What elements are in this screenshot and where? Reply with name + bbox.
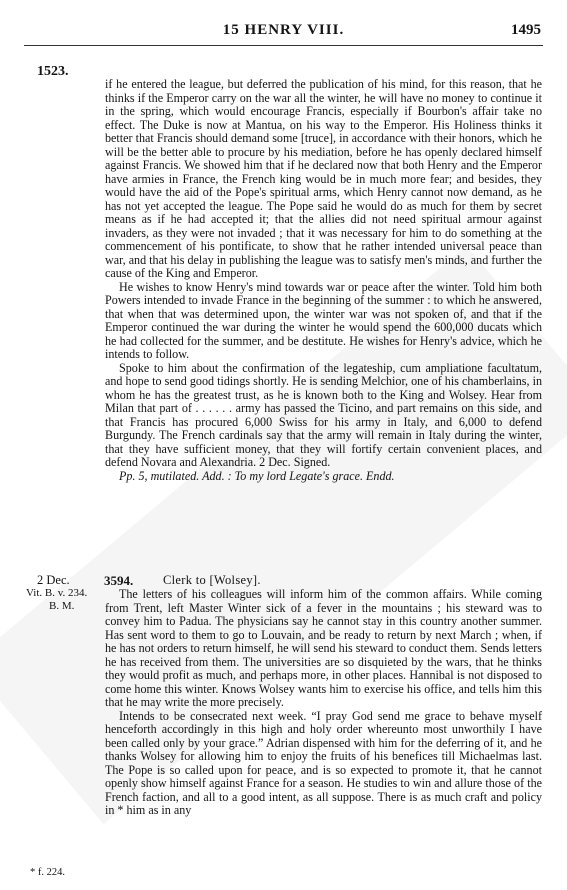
paragraph: if he entered the league, but deferred the publication of his mind, for this reason, that he thinks if the Emperor carry on the war all the winter, he will have no money to continue it in the spring, which would encourage Francis, especially if Bourbon's affair take no effect. The Duke is now at Mantua, on his way to the Emperor. His Holiness thinks it better that Francis should demand some [truce], in accordance with their honors, which he will be the better able to procure by his mediation, before he has openly declared himself against Francis. We showed him that if he declared now that both Henry and the Emperor have armies in France, the French king would be in much more fear; and besides, they would have the aid of the Pope's spiritual arms, which Henry cannot now demand, as he has not yet accepted the league. The Pope said he would do as much for them by secret means as if he had accepted it; that the allies did not need spiritual armour against invaders, as they were not invaded ; that it was necessary for him to do something at the commencement of his pontificate, to show that he rather intended universal peace than war, and that his delay in publishing the league was to satisfy men's minds, and further the cause of the King and Emperor. <box>105 77 542 280</box>
header-rule <box>24 45 543 46</box>
entry-number: 3594. <box>104 573 134 588</box>
letter-continuation <box>105 78 542 483</box>
paragraph: He wishes to know Henry's mind towards war or peace after the winter. Told him both Powers intended to invade France in the beginning of the summer : to which he answered, that when that was determined upon, the winter war was not spoken of, and that if the Emperor continued the war during the winter he would spend the 600,000 ducats which he had collected for the summer, and be destitute. He wishes for Henry's advice, which he intends to follow. <box>105 279 542 361</box>
margin-year: 1523. <box>37 64 69 79</box>
paragraph: Spoke to him about the confirmation of the legateship, cum ampliatione facultatum, and hope to send good tidings shortly. He is sending Melchior, one of his chamberlains, in whom he has the greatest trust, as he is known both to the King and Wolsey. Hear from Milan that part of . . . . . . army has passed the Ticino, and part remains on this side, and that Francis has procured 6,000 Swiss for his army in Italy, and 6,000 to defend Burgundy. The French cardinals say that the army will remain in Italy during the winter, that they have sufficient money, that they will fortify certain convenient places, and defend Novara and Alexandria. 2 Dec. Signed. <box>105 360 542 469</box>
entry-repository: B. M. <box>49 600 75 612</box>
running-title: 15 HENRY VIII. <box>222 22 345 38</box>
entry-title: Clerk to [Wolsey]. <box>163 573 261 587</box>
entry-body <box>105 588 542 818</box>
folio-note: * f. 224. <box>30 867 65 878</box>
page-number: 1495 <box>511 22 541 38</box>
paragraph: The letters of his colleagues will inform him of the common affairs. While coming from Trent, left Master Winter sick of a fever in the mountains ; his steward was to convey him to Padua. The physicians say he cannot stay in this country another summer. Has sent word to them to go to Louvain, and be ready to return by next March ; when, if he has not orders to return himself, he will send his steward to conduct them. Sends letters he has received from them. The universities are so disquieted by the wars, that he thinks they would profit as much, and perhaps more, in other places. Hannibal is not disposed to come home this winter. Knows Wolsey wants him to exercise his office, and tells him this that he may write the more precisely. <box>105 587 542 709</box>
entry-reference: Vit. B. v. 234. <box>26 587 88 599</box>
endorsement: Pp. 5, mutilated. Add. : To my lord Legate's grace. Endd. <box>119 468 395 483</box>
entry-date: 2 Dec. <box>37 573 70 587</box>
paragraph: Intends to be consecrated next week. “I pray God send me grace to behave myself henceforth accordingly in this high and holy order whereunto most unworthily I have been called only by your grace.” Adrian dispensed with him for the deferring of it, and he thanks Wolsey for allowing him to enjoy the fruits of his benefices till Michaelmas last. The Pope is so called upon for peace, and is so expected to promote it, that he cannot openly show himself against France for a season. He studies to win and allure those of the French faction, and all to a good intent, as all suppose. There is as much craft and policy in * him as in any <box>105 708 542 817</box>
